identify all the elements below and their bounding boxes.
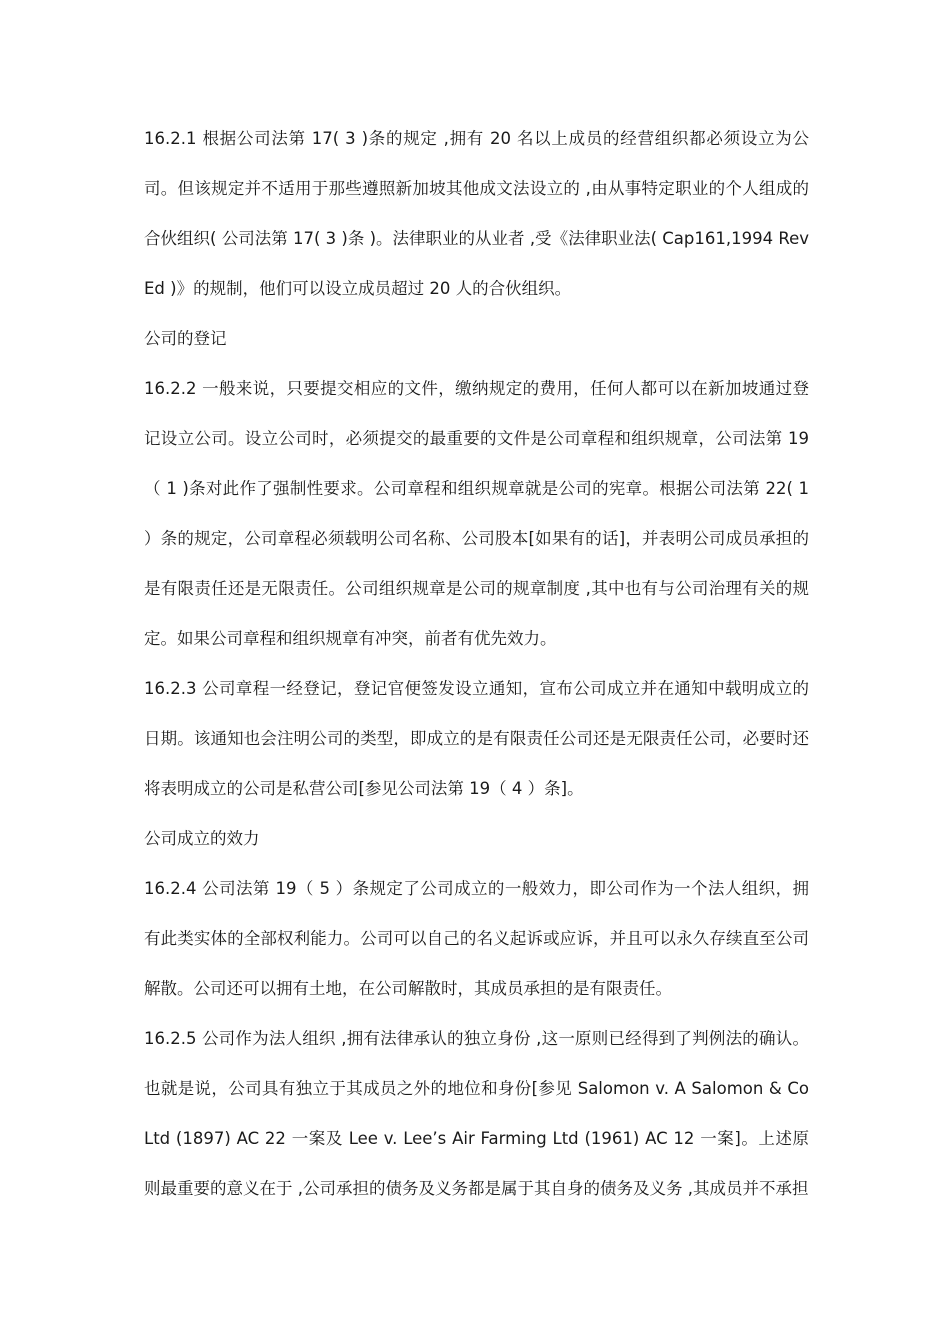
paragraph-16-2-1: 16.2.1 根据公司法第 17( 3 )条的规定 ,拥有 20 名以上成员的经营组织都必须设立为公司。但该规定并不适用于那些遵照新加坡其他成文法设立的 ,由从事特定职业的个人组成的合伙组织( 公司法第 17( 3 )条 )。法律职业的从业者 ,受《法律职业法( Cap161,1994 Rev Ed )》的规制，他们可以设立成员超过 20 人的合伙组织。 — [144, 129, 809, 298]
document-body — [144, 114, 809, 1214]
paragraph-16-2-3: 16.2.3 公司章程一经登记，登记官便签发设立通知，宣布公司成立并在通知中载明成立的日期。该通知也会注明公司的类型，即成立的是有限责任公司还是无限责任公司，必要时还将表明成立的公司是私营公司[参见公司法第 19（ 4 ）条]。 — [144, 679, 809, 798]
section-heading-effect-of-incorporation: 公司成立的效力 — [144, 829, 260, 848]
paragraph-16-2-4: 16.2.4 公司法第 19（ 5 ）条规定了公司成立的一般效力，即公司作为一个法人组织，拥有此类实体的全部权利能力。公司可以自己的名义起诉或应诉，并且可以永久存续直至公司解散。公司还可以拥有土地，在公司解散时，其成员承担的是有限责任。 — [144, 879, 809, 998]
section-heading-company-registration: 公司的登记 — [144, 329, 227, 348]
paragraph-16-2-5: 16.2.5 公司作为法人组织 ,拥有法律承认的独立身份 ,这一原则已经得到了判例法的确认。也就是说，公司具有独立于其成员之外的地位和身份[参见 Salomon v. A Salomon & Co Ltd (1897) AC 22 一案及 Lee v. Lee’s Air Farming Ltd (1961) AC 12 一案]。上述原则最重要的意义在于 ,公司承担的债务及义务都是属于其自身的债务及义务 ,其成员并不承担 — [144, 1029, 809, 1198]
paragraph-16-2-2: 16.2.2 一般来说，只要提交相应的文件，缴纳规定的费用，任何人都可以在新加坡通过登记设立公司。设立公司时，必须提交的最重要的文件是公司章程和组织规章，公司法第 19（ 1 )条对此作了强制性要求。公司章程和组织规章就是公司的宪章。根据公司法第 22( 1 ）条的规定，公司章程必须载明公司名称、公司股本[如果有的话]，并表明公司成员承担的是有限责任还是无限责任。公司组织规章是公司的规章制度 ,其中也有与公司治理有关的规定。如果公司章程和组织规章有冲突，前者有优先效力。 — [144, 379, 809, 648]
